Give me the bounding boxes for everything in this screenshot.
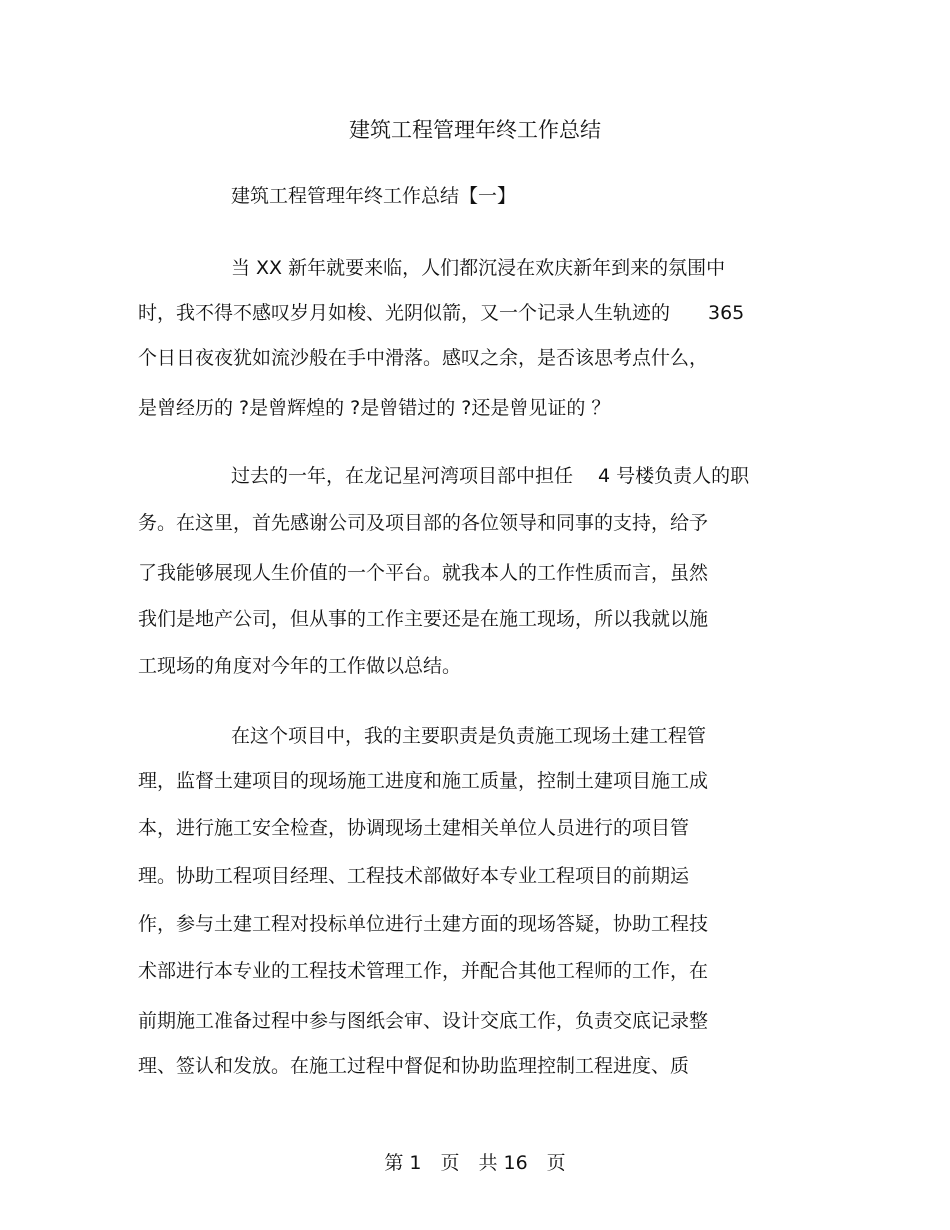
- paragraph-line: 当 XX 新年就要来临，人们都沉浸在欢庆新年到来的氛围中: [231, 257, 726, 279]
- paragraph-line: 过去的一年，在龙记星河湾项目部中担任 4 号楼负责人的职: [231, 465, 750, 487]
- document-title: 建筑工程管理年终工作总结: [349, 118, 601, 142]
- paragraph-line: 术部进行本专业的工程技术管理工作，并配合其他工程师的工作，在: [138, 960, 709, 982]
- page-number-footer: 第 1 页 共 16 页: [384, 1152, 566, 1174]
- paragraph-line: 在这个项目中，我的主要职责是负责施工现场土建工程管: [231, 725, 707, 747]
- paragraph-line: 本，进行施工安全检查，协调现场土建相关单位人员进行的项目管: [138, 817, 690, 839]
- paragraph-line: 个日日夜夜犹如流沙般在手中滑落。感叹之余，是否该思考点什么，: [138, 347, 709, 369]
- paragraph-line: 了我能够展现人生价值的一个平台。就我本人的工作性质而言，虽然: [138, 562, 709, 584]
- paragraph-line: 理，监督土建项目的现场施工进度和施工质量，控制土建项目施工成: [138, 770, 709, 792]
- paragraph-line: 工现场的角度对今年的工作做以总结。: [138, 655, 462, 677]
- paragraph-line: 时，我不得不感叹岁月如梭、光阴似箭，又一个记录人生轨迹的 365: [138, 302, 745, 324]
- paragraph-line: 是曾经历的 ?是曾辉煌的 ?是曾错过的 ?还是曾见证的 ？: [138, 397, 611, 419]
- paragraph-line: 理。协助工程项目经理、工程技术部做好本专业工程项目的前期运: [138, 865, 690, 887]
- paragraph-line: 理、签认和发放。在施工过程中督促和协助监理控制工程进度、质: [138, 1055, 690, 1077]
- paragraph-line: 前期施工准备过程中参与图纸会审、设计交底工作，负责交底记录整: [138, 1010, 709, 1032]
- paragraph-line: 务。在这里，首先感谢公司及项目部的各位领导和同事的支持，给予: [138, 512, 709, 534]
- paragraph-line: 作，参与土建工程对投标单位进行土建方面的现场答疑，协助工程技: [138, 913, 709, 935]
- section-heading: 建筑工程管理年终工作总结【一】: [231, 185, 517, 207]
- paragraph-line: 我们是地产公司，但从事的工作主要还是在施工现场，所以我就以施: [138, 608, 709, 630]
